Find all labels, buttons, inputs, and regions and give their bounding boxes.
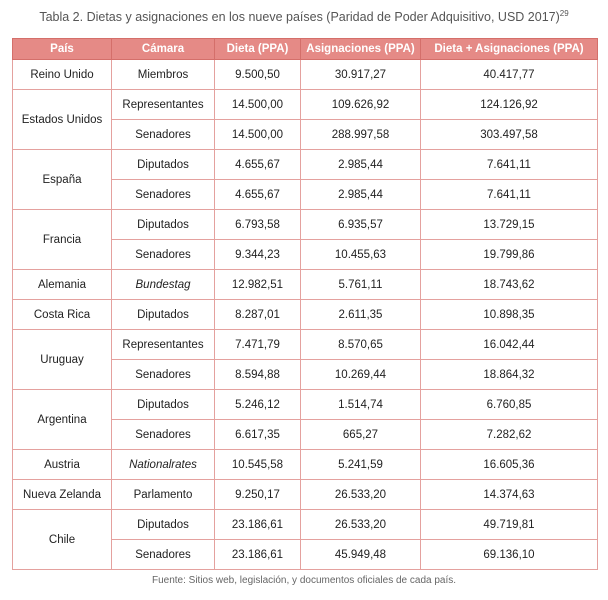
asignaciones-cell: 26.533,20 xyxy=(301,510,421,540)
asignaciones-cell: 10.455,63 xyxy=(301,240,421,270)
chamber-cell: Diputados xyxy=(112,390,215,420)
asignaciones-cell: 2.985,44 xyxy=(301,180,421,210)
total-cell: 49.719,81 xyxy=(421,510,598,540)
chamber-cell: Parlamento xyxy=(112,480,215,510)
asignaciones-cell: 10.269,44 xyxy=(301,360,421,390)
total-cell: 16.042,44 xyxy=(421,330,598,360)
dieta-cell: 23.186,61 xyxy=(215,510,301,540)
allowances-table xyxy=(12,38,598,570)
chamber-cell: Diputados xyxy=(112,150,215,180)
dieta-cell: 14.500,00 xyxy=(215,90,301,120)
dieta-cell: 8.287,01 xyxy=(215,300,301,330)
total-cell: 18.743,62 xyxy=(421,270,598,300)
header-country: País xyxy=(13,39,112,60)
source-note: Fuente: Sitios web, legislación, y documentos oficiales de cada país. xyxy=(151,575,457,586)
dieta-cell: 23.186,61 xyxy=(215,540,301,570)
dieta-cell: 14.500,00 xyxy=(215,120,301,150)
table-row xyxy=(13,60,598,90)
asignaciones-cell: 2.611,35 xyxy=(301,300,421,330)
country-cell: Alemania xyxy=(13,270,112,300)
asignaciones-cell: 8.570,65 xyxy=(301,330,421,360)
total-cell: 124.126,92 xyxy=(421,90,598,120)
dieta-cell: 7.471,79 xyxy=(215,330,301,360)
header-chamber: Cámara xyxy=(112,39,215,60)
header-total: Dieta + Asignaciones (PPA) xyxy=(421,39,598,60)
total-cell: 7.641,11 xyxy=(421,150,598,180)
asignaciones-cell: 665,27 xyxy=(301,420,421,450)
asignaciones-cell: 5.761,11 xyxy=(301,270,421,300)
chamber-cell: Diputados xyxy=(112,300,215,330)
dieta-cell: 8.594,88 xyxy=(215,360,301,390)
asignaciones-cell: 30.917,27 xyxy=(301,60,421,90)
table-row xyxy=(13,150,598,180)
country-cell: Francia xyxy=(13,210,112,270)
dieta-cell: 4.655,67 xyxy=(215,150,301,180)
total-cell: 16.605,36 xyxy=(421,450,598,480)
dieta-cell: 6.793,58 xyxy=(215,210,301,240)
chamber-cell: Senadores xyxy=(112,240,215,270)
table-row xyxy=(13,90,598,120)
chamber-cell: Miembros xyxy=(112,60,215,90)
asignaciones-cell: 45.949,48 xyxy=(301,540,421,570)
table-row xyxy=(13,330,598,360)
header-row xyxy=(13,39,598,60)
total-cell: 6.760,85 xyxy=(421,390,598,420)
chamber-cell: Diputados xyxy=(112,510,215,540)
chamber-cell: Senadores xyxy=(112,540,215,570)
country-cell: Chile xyxy=(13,510,112,570)
dieta-cell: 4.655,67 xyxy=(215,180,301,210)
asignaciones-cell: 288.997,58 xyxy=(301,120,421,150)
table-row xyxy=(13,480,598,510)
dieta-cell: 10.545,58 xyxy=(215,450,301,480)
table-row xyxy=(13,270,598,300)
dieta-cell: 12.982,51 xyxy=(215,270,301,300)
chamber-cell: Senadores xyxy=(112,420,215,450)
country-cell: Reino Unido xyxy=(13,60,112,90)
asignaciones-cell: 6.935,57 xyxy=(301,210,421,240)
dieta-cell: 6.617,35 xyxy=(215,420,301,450)
dieta-cell: 5.246,12 xyxy=(215,390,301,420)
chamber-cell: Bundestag xyxy=(112,270,215,300)
country-cell: Argentina xyxy=(13,390,112,450)
country-cell: Uruguay xyxy=(13,330,112,390)
table-row xyxy=(13,450,598,480)
table-caption xyxy=(0,9,608,24)
asignaciones-cell: 5.241,59 xyxy=(301,450,421,480)
country-cell: Nueva Zelanda xyxy=(13,480,112,510)
total-cell: 14.374,63 xyxy=(421,480,598,510)
chamber-cell: Representantes xyxy=(112,90,215,120)
country-cell: Costa Rica xyxy=(13,300,112,330)
header-asignaciones: Asignaciones (PPA) xyxy=(301,39,421,60)
chamber-cell: Diputados xyxy=(112,210,215,240)
asignaciones-cell: 109.626,92 xyxy=(301,90,421,120)
table-row xyxy=(13,210,598,240)
total-cell: 19.799,86 xyxy=(421,240,598,270)
total-cell: 40.417,77 xyxy=(421,60,598,90)
footnote-ref: 29 xyxy=(559,9,569,18)
table-row xyxy=(13,300,598,330)
chamber-cell: Senadores xyxy=(112,180,215,210)
country-cell: España xyxy=(13,150,112,210)
asignaciones-cell: 1.514,74 xyxy=(301,390,421,420)
table-row xyxy=(13,510,598,540)
total-cell: 18.864,32 xyxy=(421,360,598,390)
total-cell: 303.497,58 xyxy=(421,120,598,150)
dieta-cell: 9.250,17 xyxy=(215,480,301,510)
total-cell: 7.282,62 xyxy=(421,420,598,450)
total-cell: 7.641,11 xyxy=(421,180,598,210)
chamber-cell: Senadores xyxy=(112,120,215,150)
dieta-cell: 9.500,50 xyxy=(215,60,301,90)
header-dieta: Dieta (PPA) xyxy=(215,39,301,60)
asignaciones-cell: 2.985,44 xyxy=(301,150,421,180)
dieta-cell: 9.344,23 xyxy=(215,240,301,270)
country-cell: Estados Unidos xyxy=(13,90,112,150)
chamber-cell: Senadores xyxy=(112,360,215,390)
total-cell: 69.136,10 xyxy=(421,540,598,570)
chamber-cell: Representantes xyxy=(112,330,215,360)
country-cell: Austria xyxy=(13,450,112,480)
caption-text: Tabla 2. Dietas y asignaciones en los nueve países (Paridad de Poder Adquisitivo, USD 2017) xyxy=(39,10,560,25)
table-row xyxy=(13,390,598,420)
asignaciones-cell: 26.533,20 xyxy=(301,480,421,510)
chamber-cell: Nationalrates xyxy=(112,450,215,480)
total-cell: 10.898,35 xyxy=(421,300,598,330)
total-cell: 13.729,15 xyxy=(421,210,598,240)
